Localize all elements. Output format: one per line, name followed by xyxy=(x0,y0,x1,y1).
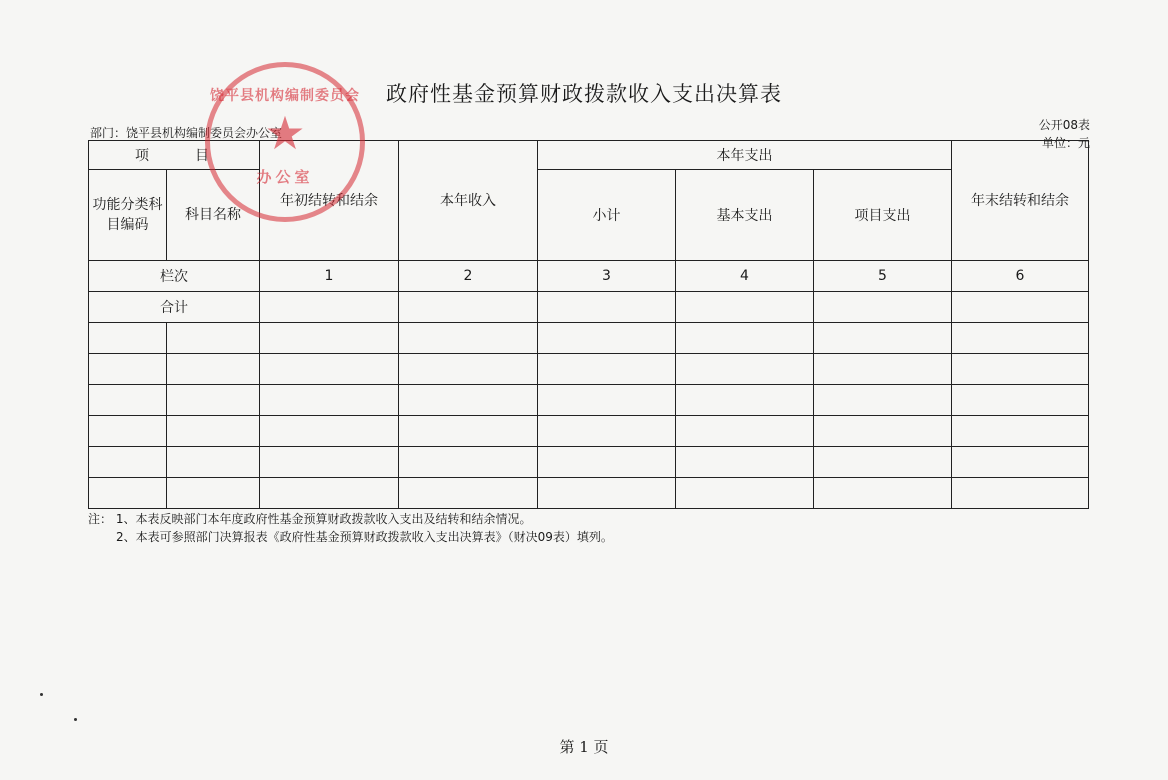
header-row-1 xyxy=(89,141,1089,170)
table-cell xyxy=(676,292,814,323)
table-cell xyxy=(399,447,538,478)
table-cell xyxy=(538,385,676,416)
lane-col-1: 1 xyxy=(260,261,399,292)
header-row-2 xyxy=(89,170,1089,261)
table-cell xyxy=(676,385,814,416)
lane-col-3: 3 xyxy=(538,261,676,292)
seal-bottom-text: 办公室 xyxy=(256,168,314,186)
note-line-1: 注： 1、本表反映部门本年度政府性基金预算财政拨款收入支出及结转和结余情况。 xyxy=(88,512,532,526)
table-cell xyxy=(814,292,952,323)
table-cell xyxy=(167,385,260,416)
lane-col-5: 5 xyxy=(814,261,952,292)
table-cell xyxy=(399,478,538,509)
total-row xyxy=(89,292,1089,323)
table-cell xyxy=(260,323,399,354)
department-label: 部门：饶平县机构编制委员会办公室 xyxy=(90,126,283,140)
table-cell xyxy=(676,447,814,478)
table-cell xyxy=(952,416,1089,447)
table-cell xyxy=(399,385,538,416)
table-cell xyxy=(676,323,814,354)
note-line-2: 2、本表可参照部门决算报表《政府性基金预算财政拨款收入支出决算表》（财决09表）填列。 xyxy=(116,530,613,544)
table-cell xyxy=(260,292,399,323)
table-cell xyxy=(952,385,1089,416)
header-current-expense: 本年支出 xyxy=(538,141,952,170)
table-cell xyxy=(814,416,952,447)
table-cell xyxy=(676,416,814,447)
seal-arc-text: 饶平县机构编制委员会 xyxy=(210,88,360,104)
table-cell xyxy=(814,385,952,416)
unit-label: 单位：元 xyxy=(1041,136,1090,150)
total-label: 合计 xyxy=(89,292,260,323)
table-cell xyxy=(538,478,676,509)
table-cell xyxy=(89,416,167,447)
table-cell xyxy=(538,416,676,447)
header-project-expense: 项目支出 xyxy=(814,170,952,261)
table-cell xyxy=(89,323,167,354)
header-closing-balance: 年末结转和结余 xyxy=(952,141,1089,261)
table-cell xyxy=(260,478,399,509)
header-subtotal: 小计 xyxy=(538,170,676,261)
scan-speck xyxy=(74,718,77,721)
header-subject-name: 科目名称 xyxy=(167,170,260,261)
table-cell xyxy=(89,447,167,478)
lane-col-6: 6 xyxy=(952,261,1089,292)
table-cell xyxy=(399,323,538,354)
form-id: 公开08表 xyxy=(1038,118,1090,132)
table-cell xyxy=(952,323,1089,354)
table-cell xyxy=(167,354,260,385)
table-cell xyxy=(260,416,399,447)
table-row xyxy=(89,385,1089,416)
page-title: 政府性基金预算财政拨款收入支出决算表 xyxy=(386,82,782,106)
table-cell xyxy=(399,292,538,323)
table-cell xyxy=(676,478,814,509)
table-cell xyxy=(167,478,260,509)
table-cell xyxy=(89,385,167,416)
table-cell xyxy=(952,478,1089,509)
table-cell xyxy=(814,447,952,478)
table-cell xyxy=(167,447,260,478)
table-cell xyxy=(538,447,676,478)
table-row xyxy=(89,478,1089,509)
table-cell xyxy=(952,447,1089,478)
header-item: 项 目 xyxy=(89,141,260,170)
table-cell xyxy=(814,323,952,354)
table-cell xyxy=(814,354,952,385)
lane-col-4: 4 xyxy=(676,261,814,292)
table-cell xyxy=(260,385,399,416)
lane-label: 栏次 xyxy=(89,261,260,292)
header-basic-expense: 基本支出 xyxy=(676,170,814,261)
table-cell xyxy=(952,292,1089,323)
star-icon: ★ xyxy=(264,106,306,160)
lane-col-2: 2 xyxy=(399,261,538,292)
table-row xyxy=(89,354,1089,385)
table-cell xyxy=(538,292,676,323)
table-cell xyxy=(676,354,814,385)
budget-table xyxy=(88,140,1089,509)
header-opening-balance: 年初结转和结余 xyxy=(260,141,399,261)
table-cell xyxy=(167,323,260,354)
table-cell xyxy=(89,354,167,385)
table-cell xyxy=(260,447,399,478)
table-cell xyxy=(399,416,538,447)
table-cell xyxy=(399,354,538,385)
lane-row xyxy=(89,261,1089,292)
table-row xyxy=(89,447,1089,478)
table-cell xyxy=(260,354,399,385)
table-cell xyxy=(538,323,676,354)
table-cell xyxy=(167,416,260,447)
scan-speck xyxy=(40,693,43,696)
table-row xyxy=(89,416,1089,447)
header-func-code: 功能分类科目编码 xyxy=(89,170,167,261)
table-cell xyxy=(952,354,1089,385)
table-cell xyxy=(89,478,167,509)
table-row xyxy=(89,323,1089,354)
header-current-income: 本年收入 xyxy=(399,141,538,261)
table-cell xyxy=(814,478,952,509)
table-cell xyxy=(538,354,676,385)
page-number: 第 1 页 xyxy=(559,738,609,756)
notes xyxy=(88,510,613,546)
